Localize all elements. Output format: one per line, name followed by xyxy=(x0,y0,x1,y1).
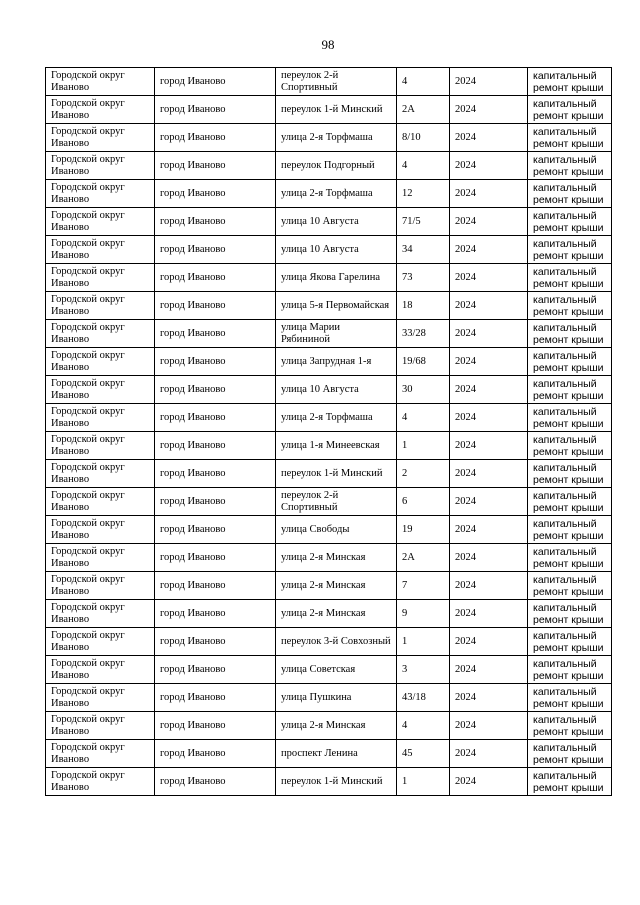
table-row xyxy=(46,96,612,124)
cell-city: город Иваново xyxy=(155,516,276,544)
cell-street: улица 1-я Минеевская xyxy=(276,432,397,460)
cell-house-number: 3 xyxy=(397,656,450,684)
cell-year: 2024 xyxy=(450,600,528,628)
cell-house-number: 73 xyxy=(397,264,450,292)
roof-repair-table xyxy=(45,67,612,796)
cell-okrug: Городской округ Иваново xyxy=(46,544,155,572)
cell-work-type: капитальный ремонт крыши xyxy=(528,656,612,684)
cell-year: 2024 xyxy=(450,180,528,208)
cell-city: город Иваново xyxy=(155,572,276,600)
cell-work-type: капитальный ремонт крыши xyxy=(528,264,612,292)
table-row xyxy=(46,124,612,152)
cell-city: город Иваново xyxy=(155,376,276,404)
cell-work-type: капитальный ремонт крыши xyxy=(528,768,612,796)
cell-okrug: Городской округ Иваново xyxy=(46,264,155,292)
cell-year: 2024 xyxy=(450,152,528,180)
cell-street: улица Свободы xyxy=(276,516,397,544)
cell-street: улица 2-я Торфмаша xyxy=(276,404,397,432)
cell-street: улица 5-я Первомайская xyxy=(276,292,397,320)
cell-year: 2024 xyxy=(450,376,528,404)
cell-street: улица 2-я Торфмаша xyxy=(276,180,397,208)
page-number: 98 xyxy=(321,37,335,52)
cell-street: проспект Ленина xyxy=(276,740,397,768)
cell-city: город Иваново xyxy=(155,544,276,572)
cell-year: 2024 xyxy=(450,348,528,376)
cell-work-type: капитальный ремонт крыши xyxy=(528,460,612,488)
cell-city: город Иваново xyxy=(155,152,276,180)
table-row xyxy=(46,152,612,180)
cell-city: город Иваново xyxy=(155,68,276,96)
cell-street: улица Марии Рябининой xyxy=(276,320,397,348)
table-body xyxy=(46,68,612,796)
cell-work-type: капитальный ремонт крыши xyxy=(528,432,612,460)
cell-house-number: 12 xyxy=(397,180,450,208)
cell-okrug: Городской округ Иваново xyxy=(46,124,155,152)
cell-house-number: 4 xyxy=(397,152,450,180)
cell-house-number: 4 xyxy=(397,404,450,432)
table-row xyxy=(46,572,612,600)
cell-year: 2024 xyxy=(450,544,528,572)
cell-year: 2024 xyxy=(450,516,528,544)
table-row xyxy=(46,180,612,208)
cell-street: улица Пушкина xyxy=(276,684,397,712)
cell-city: город Иваново xyxy=(155,740,276,768)
cell-house-number: 19/68 xyxy=(397,348,450,376)
cell-house-number: 43/18 xyxy=(397,684,450,712)
cell-okrug: Городской округ Иваново xyxy=(46,712,155,740)
cell-city: город Иваново xyxy=(155,236,276,264)
cell-okrug: Городской округ Иваново xyxy=(46,488,155,516)
table-row xyxy=(46,544,612,572)
cell-year: 2024 xyxy=(450,96,528,124)
cell-year: 2024 xyxy=(450,656,528,684)
cell-okrug: Городской округ Иваново xyxy=(46,432,155,460)
cell-work-type: капитальный ремонт крыши xyxy=(528,740,612,768)
cell-work-type: капитальный ремонт крыши xyxy=(528,516,612,544)
cell-street: переулок 1-й Минский xyxy=(276,96,397,124)
cell-okrug: Городской округ Иваново xyxy=(46,740,155,768)
table-row xyxy=(46,740,612,768)
cell-work-type: капитальный ремонт крыши xyxy=(528,124,612,152)
cell-year: 2024 xyxy=(450,768,528,796)
cell-year: 2024 xyxy=(450,292,528,320)
cell-street: переулок 2-й Спортивный xyxy=(276,68,397,96)
cell-okrug: Городской округ Иваново xyxy=(46,320,155,348)
cell-year: 2024 xyxy=(450,460,528,488)
cell-city: город Иваново xyxy=(155,264,276,292)
cell-city: город Иваново xyxy=(155,320,276,348)
cell-work-type: капитальный ремонт крыши xyxy=(528,544,612,572)
cell-okrug: Городской округ Иваново xyxy=(46,348,155,376)
cell-year: 2024 xyxy=(450,684,528,712)
cell-house-number: 6 xyxy=(397,488,450,516)
table-row xyxy=(46,292,612,320)
cell-street: переулок 2-й Спортивный xyxy=(276,488,397,516)
cell-okrug: Городской округ Иваново xyxy=(46,600,155,628)
cell-year: 2024 xyxy=(450,68,528,96)
cell-work-type: капитальный ремонт крыши xyxy=(528,712,612,740)
table-row xyxy=(46,628,612,656)
cell-work-type: капитальный ремонт крыши xyxy=(528,488,612,516)
cell-street: улица Якова Гарелина xyxy=(276,264,397,292)
cell-house-number: 30 xyxy=(397,376,450,404)
cell-house-number: 2А xyxy=(397,544,450,572)
cell-okrug: Городской округ Иваново xyxy=(46,96,155,124)
cell-street: улица 10 Августа xyxy=(276,208,397,236)
cell-house-number: 1 xyxy=(397,628,450,656)
cell-house-number: 1 xyxy=(397,432,450,460)
cell-city: город Иваново xyxy=(155,292,276,320)
cell-year: 2024 xyxy=(450,264,528,292)
cell-city: город Иваново xyxy=(155,712,276,740)
cell-okrug: Городской округ Иваново xyxy=(46,628,155,656)
cell-street: улица 2-я Минская xyxy=(276,572,397,600)
cell-okrug: Городской округ Иваново xyxy=(46,208,155,236)
cell-okrug: Городской округ Иваново xyxy=(46,376,155,404)
cell-year: 2024 xyxy=(450,432,528,460)
table-row xyxy=(46,404,612,432)
cell-work-type: капитальный ремонт крыши xyxy=(528,684,612,712)
cell-okrug: Городской округ Иваново xyxy=(46,516,155,544)
cell-city: город Иваново xyxy=(155,628,276,656)
cell-house-number: 71/5 xyxy=(397,208,450,236)
cell-year: 2024 xyxy=(450,320,528,348)
cell-year: 2024 xyxy=(450,208,528,236)
table-row xyxy=(46,516,612,544)
cell-city: город Иваново xyxy=(155,656,276,684)
cell-city: город Иваново xyxy=(155,768,276,796)
table-row xyxy=(46,236,612,264)
cell-year: 2024 xyxy=(450,572,528,600)
cell-work-type: капитальный ремонт крыши xyxy=(528,208,612,236)
cell-work-type: капитальный ремонт крыши xyxy=(528,320,612,348)
cell-work-type: капитальный ремонт крыши xyxy=(528,236,612,264)
table-row xyxy=(46,320,612,348)
cell-year: 2024 xyxy=(450,740,528,768)
cell-city: город Иваново xyxy=(155,432,276,460)
table-row xyxy=(46,264,612,292)
cell-street: улица 2-я Торфмаша xyxy=(276,124,397,152)
cell-house-number: 1 xyxy=(397,768,450,796)
cell-city: город Иваново xyxy=(155,488,276,516)
cell-street: улица 10 Августа xyxy=(276,236,397,264)
cell-okrug: Городской округ Иваново xyxy=(46,68,155,96)
cell-city: город Иваново xyxy=(155,684,276,712)
cell-street: переулок Подгорный xyxy=(276,152,397,180)
cell-city: город Иваново xyxy=(155,180,276,208)
cell-work-type: капитальный ремонт крыши xyxy=(528,180,612,208)
cell-house-number: 2 xyxy=(397,460,450,488)
cell-house-number: 9 xyxy=(397,600,450,628)
cell-work-type: капитальный ремонт крыши xyxy=(528,348,612,376)
cell-house-number: 45 xyxy=(397,740,450,768)
table-row xyxy=(46,348,612,376)
cell-okrug: Городской округ Иваново xyxy=(46,684,155,712)
cell-house-number: 33/28 xyxy=(397,320,450,348)
cell-okrug: Городской округ Иваново xyxy=(46,460,155,488)
table-row xyxy=(46,600,612,628)
cell-city: город Иваново xyxy=(155,404,276,432)
cell-year: 2024 xyxy=(450,404,528,432)
cell-city: город Иваново xyxy=(155,208,276,236)
cell-work-type: капитальный ремонт крыши xyxy=(528,96,612,124)
cell-street: улица 2-я Минская xyxy=(276,600,397,628)
table-row xyxy=(46,460,612,488)
cell-street: переулок 1-й Минский xyxy=(276,460,397,488)
cell-okrug: Городской округ Иваново xyxy=(46,292,155,320)
cell-city: город Иваново xyxy=(155,600,276,628)
cell-street: улица 10 Августа xyxy=(276,376,397,404)
cell-house-number: 4 xyxy=(397,712,450,740)
cell-year: 2024 xyxy=(450,236,528,264)
cell-street: улица Запрудная 1-я xyxy=(276,348,397,376)
cell-house-number: 2А xyxy=(397,96,450,124)
cell-work-type: капитальный ремонт крыши xyxy=(528,152,612,180)
cell-work-type: капитальный ремонт крыши xyxy=(528,600,612,628)
cell-work-type: капитальный ремонт крыши xyxy=(528,404,612,432)
cell-street: улица 2-я Минская xyxy=(276,712,397,740)
cell-house-number: 19 xyxy=(397,516,450,544)
cell-house-number: 8/10 xyxy=(397,124,450,152)
cell-street: переулок 3-й Совхозный xyxy=(276,628,397,656)
table-row xyxy=(46,712,612,740)
cell-street: улица 2-я Минская xyxy=(276,544,397,572)
table-row xyxy=(46,68,612,96)
cell-city: город Иваново xyxy=(155,96,276,124)
table-row xyxy=(46,432,612,460)
cell-year: 2024 xyxy=(450,712,528,740)
cell-okrug: Городской округ Иваново xyxy=(46,152,155,180)
cell-okrug: Городской округ Иваново xyxy=(46,572,155,600)
cell-okrug: Городской округ Иваново xyxy=(46,236,155,264)
table-row xyxy=(46,376,612,404)
cell-okrug: Городской округ Иваново xyxy=(46,656,155,684)
cell-work-type: капитальный ремонт крыши xyxy=(528,572,612,600)
cell-street: улица Советская xyxy=(276,656,397,684)
table-row xyxy=(46,684,612,712)
table-row xyxy=(46,768,612,796)
table-row xyxy=(46,656,612,684)
cell-work-type: капитальный ремонт крыши xyxy=(528,628,612,656)
cell-year: 2024 xyxy=(450,488,528,516)
cell-year: 2024 xyxy=(450,628,528,656)
cell-okrug: Городской округ Иваново xyxy=(46,768,155,796)
cell-year: 2024 xyxy=(450,124,528,152)
table-row xyxy=(46,488,612,516)
cell-house-number: 18 xyxy=(397,292,450,320)
cell-house-number: 34 xyxy=(397,236,450,264)
cell-okrug: Городской округ Иваново xyxy=(46,180,155,208)
cell-house-number: 7 xyxy=(397,572,450,600)
cell-city: город Иваново xyxy=(155,124,276,152)
cell-work-type: капитальный ремонт крыши xyxy=(528,292,612,320)
cell-city: город Иваново xyxy=(155,460,276,488)
cell-house-number: 4 xyxy=(397,68,450,96)
table-row xyxy=(46,208,612,236)
cell-city: город Иваново xyxy=(155,348,276,376)
cell-okrug: Городской округ Иваново xyxy=(46,404,155,432)
cell-work-type: капитальный ремонт крыши xyxy=(528,376,612,404)
cell-work-type: капитальный ремонт крыши xyxy=(528,68,612,96)
cell-street: переулок 1-й Минский xyxy=(276,768,397,796)
